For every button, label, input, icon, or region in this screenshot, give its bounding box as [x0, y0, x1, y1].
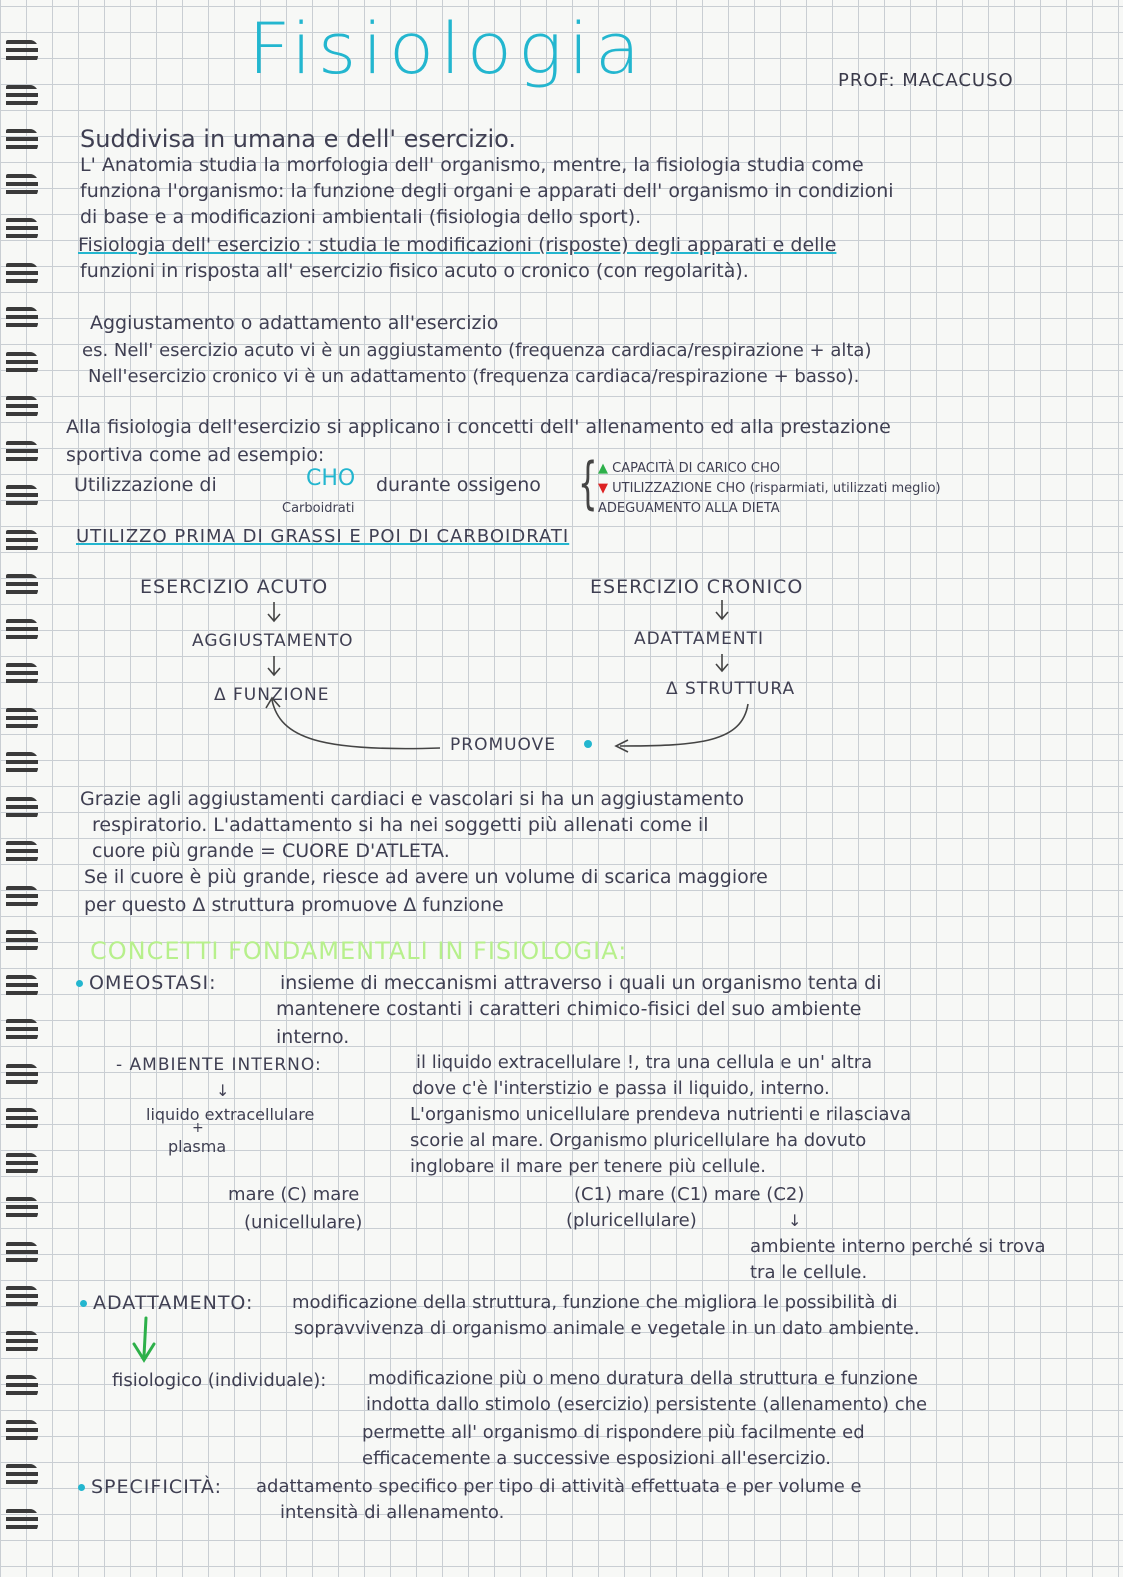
heart-line: cuore più grande = CUORE D'ATLETA. — [92, 840, 450, 862]
omeostasi-line: mantenere costanti i caratteri chimico-fisici del suo ambiente — [276, 998, 862, 1020]
spiral-ring — [6, 40, 38, 64]
down-arrow-icon: ↓ — [216, 1081, 230, 1100]
spiral-ring — [6, 930, 38, 954]
specificita-line: intensità di allenamento. — [280, 1502, 505, 1523]
mare-left-sub: (unicellulare) — [244, 1212, 363, 1233]
spiral-ring — [6, 129, 38, 153]
spiral-ring — [6, 263, 38, 287]
fisiologico-line: efficacemente a successive esposizioni all'esercizio. — [362, 1448, 831, 1469]
spiral-ring — [6, 752, 38, 776]
ambiente-side: liquido extracellulare — [146, 1105, 315, 1124]
diagram-left-bottom: Δ FUNZIONE — [214, 685, 330, 705]
adattamento-term: ADATTAMENTO: — [80, 1290, 253, 1316]
cho-item-3: ADEGUAMENTO ALLA DIETA — [598, 501, 780, 516]
heart-line: Se il cuore è più grande, riesce ad avere un volume di scarica maggiore — [84, 866, 768, 888]
spiral-ring — [6, 574, 38, 598]
cho-sub: Carboidrati — [282, 501, 355, 516]
mare-right: (C1) mare (C1) mare (C2) — [574, 1184, 805, 1205]
spiral-ring — [6, 352, 38, 376]
fisiologico-term: fisiologico (individuale): — [112, 1370, 327, 1391]
spiral-ring — [6, 1420, 38, 1444]
diagram-right-top: ESERCIZIO CRONICO — [590, 576, 804, 598]
adjust-line: es. Nell' esercizio acuto vi è un aggiustamento (frequenza cardiaca/respirazione + alta) — [82, 340, 872, 361]
spiral-ring — [6, 174, 38, 198]
cho-prefix: Utilizzazione di — [74, 474, 217, 496]
up-arrow-icon: ▲ — [598, 461, 608, 476]
spiral-ring — [6, 307, 38, 331]
heart-line: per questo Δ struttura promuove Δ funzione — [84, 894, 504, 916]
bullet-icon — [76, 980, 83, 987]
spiral-ring — [6, 1064, 38, 1088]
spiral-ring — [6, 619, 38, 643]
omeostasi-line: insieme di meccanismi attraverso i quali un organismo tenta di — [280, 972, 882, 994]
spiral-ring — [6, 797, 38, 821]
fisiologico-line: permette all' organismo di rispondere più facilmente ed — [362, 1422, 865, 1443]
intro-line: Fisiologia dell' esercizio : studia le modificazioni (risposte) degli apparati e delle — [78, 234, 837, 256]
ambiente-tail: ambiente interno perché si trova — [750, 1236, 1046, 1257]
fisiologico-line: modificazione più o meno duratura della struttura e funzione — [368, 1368, 918, 1389]
notebook-spiral — [6, 0, 44, 1577]
ambiente-line: L'organismo unicellulare prendeva nutrienti e rilasciava — [410, 1104, 912, 1125]
fisiologico-line: indotta dallo stimolo (esercizio) persistente (allenamento) che — [366, 1394, 928, 1415]
spiral-ring — [6, 485, 38, 509]
spiral-ring — [6, 975, 38, 999]
mare-right-sub: (pluricellulare) — [566, 1210, 697, 1231]
cho-suffix: durante ossigeno — [376, 474, 541, 496]
spiral-ring — [6, 1153, 38, 1177]
section-title: CONCETTI FONDAMENTALI IN FISIOLOGIA: — [90, 937, 628, 965]
spiral-ring — [6, 218, 38, 242]
down-arrow-icon: ↓ — [788, 1211, 802, 1230]
omeostasi-line: interno. — [276, 1026, 350, 1048]
ambiente-side: plasma — [168, 1137, 227, 1156]
cho-item-1: ▲ CAPACITÀ DI CARICO CHO — [598, 461, 780, 476]
ambiente-line: il liquido extracellulare !, tra una cellula e un' altra — [416, 1052, 873, 1073]
diagram-left-mid: AGGIUSTAMENTO — [192, 631, 354, 651]
omeostasi-term: OMEOSTASI: — [76, 970, 217, 996]
down-arrow-icon: ▼ — [598, 481, 608, 496]
intro-line: funzioni in risposta all' esercizio fisico acuto o cronico (con regolarità). — [80, 260, 749, 282]
curly-brace-icon: { — [578, 451, 598, 516]
spiral-ring — [6, 441, 38, 465]
spiral-ring — [6, 1242, 38, 1266]
spiral-ring — [6, 85, 38, 109]
spiral-ring — [6, 1108, 38, 1132]
ambiente-line: scorie al mare. Organismo pluricellulare ha dovuto — [410, 1130, 867, 1151]
spiral-ring — [6, 1375, 38, 1399]
ambiente-tail: tra le cellule. — [750, 1262, 868, 1283]
spiral-ring — [6, 708, 38, 732]
heart-line: Grazie agli aggiustamenti cardiaci e vascolari si ha un aggiustamento — [80, 788, 744, 810]
adattamento-line: modificazione della struttura, funzione che migliora le possibilità di — [292, 1292, 898, 1313]
intro-line: di base e a modificazioni ambientali (fisiologia dello sport). — [80, 206, 642, 228]
spiral-ring — [6, 1197, 38, 1221]
diagram-right-bottom: Δ STRUTTURA — [666, 679, 796, 699]
spiral-ring — [6, 886, 38, 910]
diagram-left-top: ESERCIZIO ACUTO — [140, 576, 329, 598]
spiral-ring — [6, 396, 38, 420]
spiral-ring — [6, 1286, 38, 1310]
mare-left: mare (C) mare — [228, 1184, 360, 1205]
spiral-ring — [6, 1331, 38, 1355]
bullet-icon — [78, 1484, 85, 1491]
adjust-line: Nell'esercizio cronico vi è un adattamento (frequenza cardiaca/respirazione + basso). — [88, 366, 860, 387]
heart-line: respiratorio. L'adattamento si ha nei soggetti più allenati come il — [92, 814, 709, 836]
page-title: Fisiologia — [248, 8, 647, 90]
professor-name: PROF: MACACUSO — [838, 70, 1014, 91]
spiral-ring — [6, 841, 38, 865]
fats-line: UTILIZZO PRIMA DI GRASSI E POI DI CARBOIDRATI — [76, 526, 570, 547]
spiral-ring — [6, 1019, 38, 1043]
ambiente-side: + — [192, 1120, 204, 1136]
spiral-ring — [6, 663, 38, 687]
adjust-line: Aggiustamento o adattamento all'esercizio — [90, 312, 499, 334]
spiral-ring — [6, 1509, 38, 1533]
cho-item-2: ▼ UTILIZZAZIONE CHO (risparmiati, utilizzati meglio) — [598, 481, 941, 496]
ambiente-term: - AMBIENTE INTERNO: — [116, 1055, 322, 1075]
concepts-intro-line: sportiva come ad esempio: — [66, 444, 325, 466]
diagram-center: PROMUOVE — [450, 735, 557, 755]
concepts-intro-line: Alla fisiologia dell'esercizio si applicano i concetti dell' allenamento ed alla prestazione — [66, 416, 891, 438]
cho-term: CHO — [306, 466, 356, 491]
adattamento-line: sopravvivenza di organismo animale e vegetale in un dato ambiente. — [294, 1318, 920, 1339]
ambiente-line: dove c'è l'interstizio e passa il liquido, interno. — [412, 1078, 830, 1099]
intro-line: Suddivisa in umana e dell' esercizio. — [80, 125, 516, 153]
bullet-icon — [80, 1300, 87, 1307]
spiral-ring — [6, 530, 38, 554]
ambiente-line: inglobare il mare per tenere più cellule. — [410, 1156, 766, 1177]
specificita-term: SPECIFICITÀ: — [78, 1474, 222, 1500]
specificita-line: adattamento specifico per tipo di attività effettuata e per volume e — [256, 1476, 862, 1497]
intro-line: funziona l'organismo: la funzione degli organi e apparati dell' organismo in condizioni — [80, 180, 894, 202]
intro-line: L' Anatomia studia la morfologia dell' organismo, mentre, la fisiologia studia come — [80, 154, 864, 176]
diagram-right-mid: ADATTAMENTI — [634, 629, 765, 649]
spiral-ring — [6, 1464, 38, 1488]
